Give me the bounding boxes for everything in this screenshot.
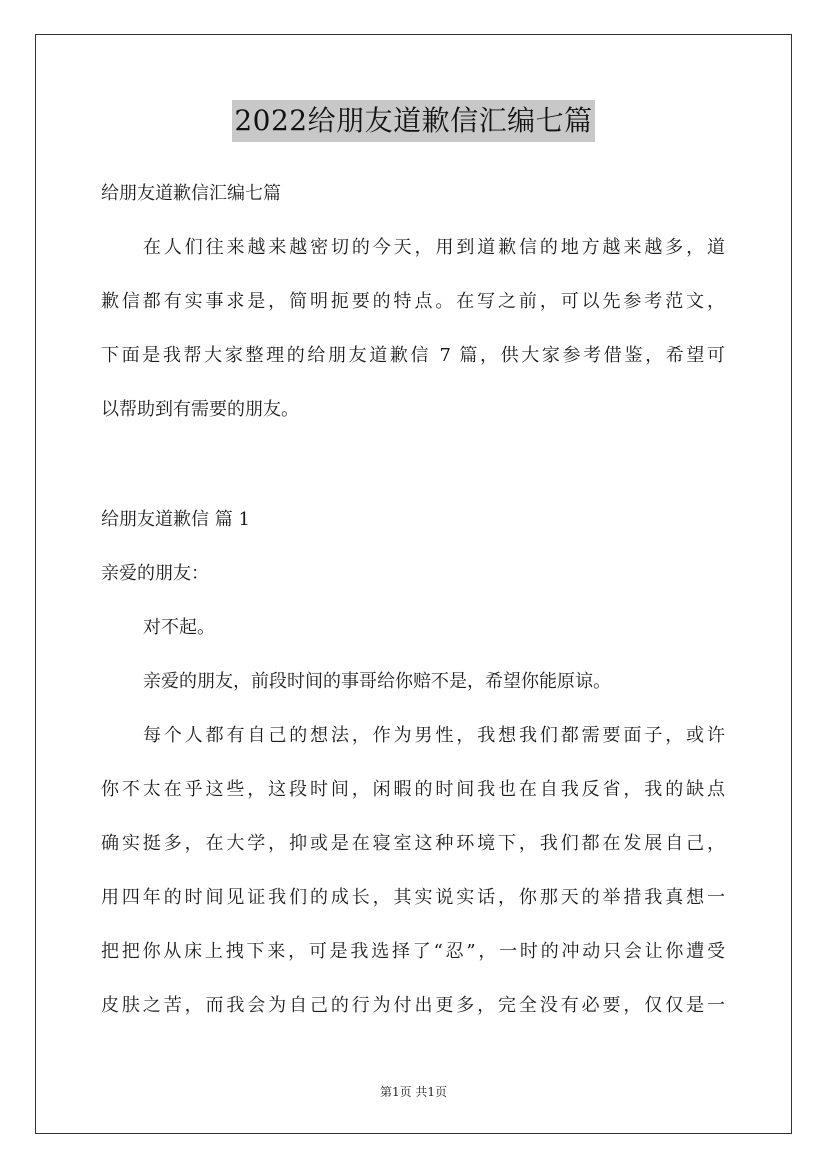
paragraph-1: 亲爱的朋友，前段时间的事哥给你赔不是，希望你能原谅。 [143, 671, 611, 692]
salutation: 亲爱的朋友： [101, 563, 209, 584]
apology-line: 对不起。 [143, 617, 215, 638]
paragraph-2-line-5: 把把你从床上拽下来，可是我选择了“忍”，一时的冲动只会让你遭受 [101, 941, 725, 962]
paragraph-2-line-4: 用四年的时间见证我们的成长，其实说实话，你那天的举措我真想一 [101, 887, 725, 908]
intro-line-3: 下面是我帮大家整理的给朋友道歉信 7 篇，供大家参考借鉴，希望可 [101, 345, 725, 366]
page-number-footer: 第1页 共1页 [379, 1085, 448, 1099]
document-subtitle: 给朋友道歉信汇编七篇 [101, 183, 281, 204]
paragraph-2-line-2: 你不太在乎这些，这段时间，闲暇的时间我也在自我反省，我的缺点 [101, 779, 725, 800]
paragraph-2-line-6: 皮肤之苦，而我会为自己的行为付出更多，完全没有必要，仅仅是一 [101, 995, 725, 1016]
title-container [0, 100, 827, 142]
paragraph-2-line-3: 确实挺多，在大学，抑或是在寝室这种环境下，我们都在发展自己， [101, 833, 725, 854]
paragraph-2-line-1: 每个人都有自己的想法，作为男性，我想我们都需要面子，或许 [143, 725, 725, 746]
intro-line-4: 以帮助到有需要的朋友。 [101, 399, 299, 420]
intro-line-1: 在人们往来越来越密切的今天，用到道歉信的地方越来越多，道 [143, 237, 725, 258]
intro-line-2: 歉信都有实事求是，简明扼要的特点。在写之前，可以先参考范文， [101, 291, 725, 312]
document-title: 2022给朋友道歉信汇编七篇 [232, 100, 594, 142]
section-heading: 给朋友道歉信 篇 1 [101, 509, 250, 530]
